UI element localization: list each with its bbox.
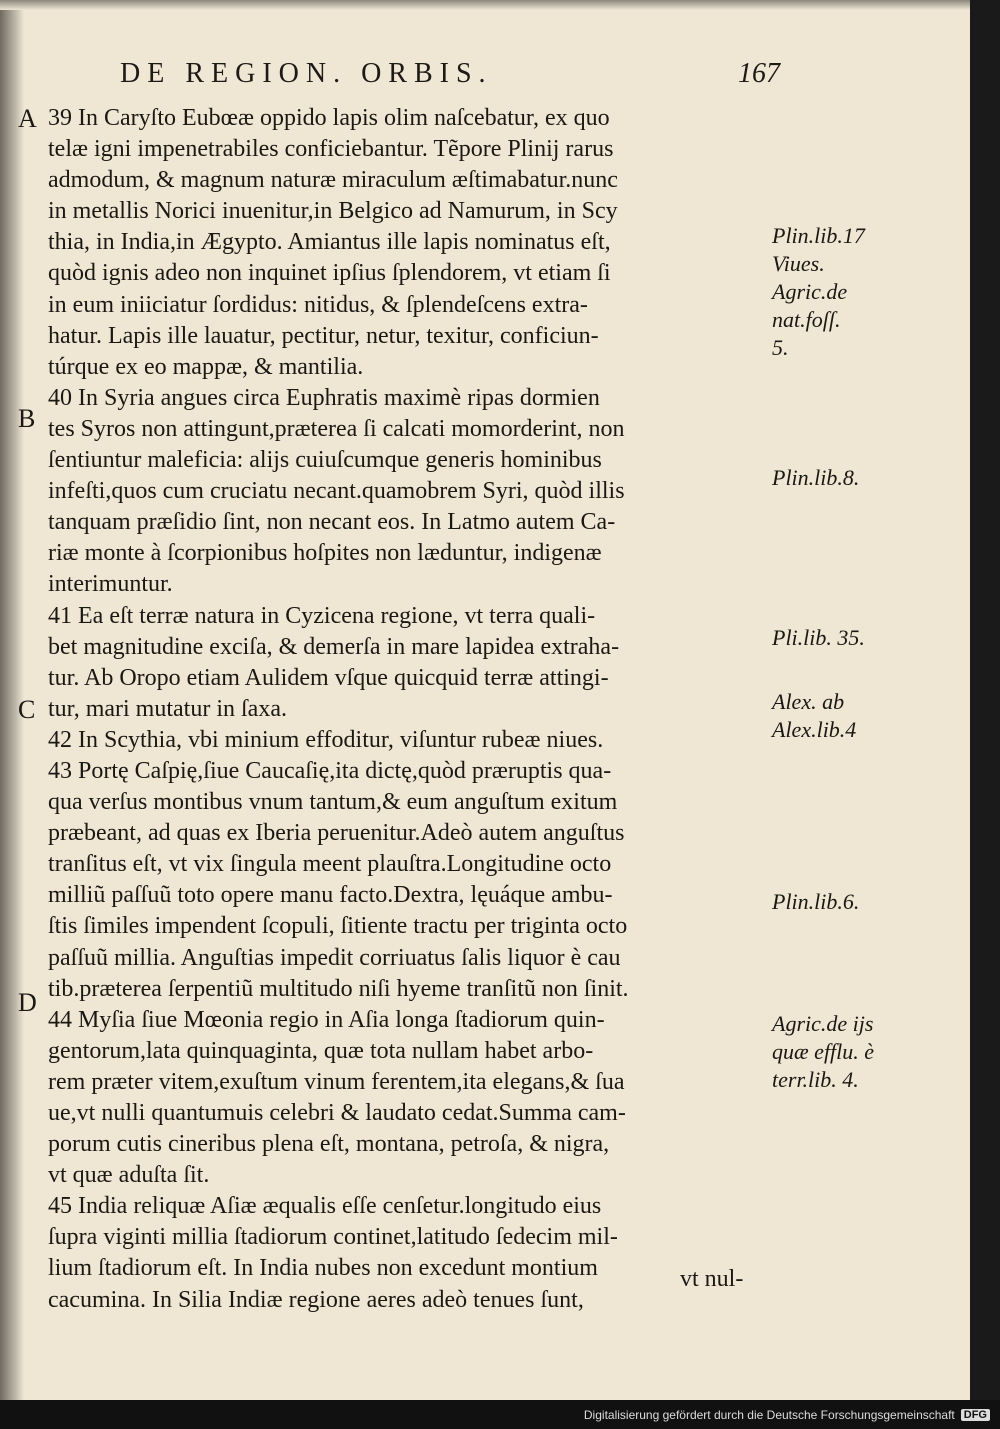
marginal-note-plin-8 <box>772 464 859 492</box>
note-line: Pli.lib. 35. <box>772 625 865 650</box>
text-line: tib.præterea ſerpentiũ multitudo niſi hyeme tranſitũ non ſinit. <box>48 975 629 1002</box>
text-line: præbeant, ad quas ex Iberia peruenitur.Adeò autem anguſtus <box>48 820 625 847</box>
note-line: Plin.lib.6. <box>772 889 860 914</box>
text-line: thia, in India,in Ægypto. Amiantus ille lapis nominatus eſt, <box>48 229 611 256</box>
text-line: paſſuũ millia. Anguſtias impedit corriuatus ſalis liquor è cau <box>48 944 621 971</box>
text-line: tes Syros non attingunt,præterea ſi calcati momorderint, non <box>48 415 625 442</box>
text-line: rem præter vitem,exuſtum vinum ferentem,ita elegans,& ſua <box>48 1068 625 1095</box>
text-line: tur. Ab Oropo etiam Aulidem vſque quicquid terræ attingi- <box>48 664 609 691</box>
text-line: admodum, & magnum naturæ miraculum æſtimabatur.nunc <box>48 167 618 194</box>
text-line: tranſitus eſt, vt vix ſingula meent plauſtra.Longitudine octo <box>48 851 612 878</box>
text-line: riæ monte à ſcorpionibus hoſpites non læduntur, indigenæ <box>48 540 602 567</box>
text-line: hatur. Lapis ille lauatur, pectitur, netur, texitur, conficiun- <box>48 322 599 349</box>
marginal-note-plin-17 <box>772 222 865 362</box>
section-letter-c: C <box>18 695 36 724</box>
text-line: in metallis Norici inuenitur,in Belgico ad Namurum, in Scy <box>48 198 618 225</box>
text-line: gentorum,lata quinquaginta, quæ tota nullam habet arbo- <box>48 1037 594 1064</box>
note-line: terr.lib. 4. <box>772 1067 859 1092</box>
text-line: ue,vt nulli quantumuis celebri & laudato cedat.Summa cam- <box>48 1100 626 1126</box>
text-line: qua verſus montibus vnum tantum,& eum anguſtum exitum <box>48 789 618 816</box>
text-line: porum cutis cineribus plena eſt, montana, petroſa, & nigra, <box>48 1131 610 1158</box>
marginal-note-agric <box>772 1010 874 1094</box>
dfg-logo: DFG <box>961 1409 990 1421</box>
text-line: telæ igni impenetrabiles conficiebantur. Tẽpore Plinij rarus <box>48 136 614 163</box>
funding-credit: Digitalisierung gefördert durch die Deutsche Forschungsgemeinschaft <box>583 1407 955 1422</box>
section-letter-d: D <box>18 988 37 1017</box>
text-line: lium ſtadiorum eſt. In India nubes non excedunt montium <box>48 1255 598 1282</box>
marginal-note-alex <box>772 688 856 744</box>
note-line: nat.foſſ. <box>772 307 841 332</box>
footer-bar <box>0 1400 1000 1429</box>
text-line: quòd ignis adeo non inquinet ipſius ſplendorem, vt etiam ſi <box>48 260 611 287</box>
running-title: DE REGION. ORBIS. <box>120 58 493 89</box>
text-line: túrque ex eo mappæ, & mantilia. <box>48 353 364 380</box>
note-line: Plin.lib.8. <box>772 465 860 490</box>
note-line: Plin.lib.17 <box>772 223 865 248</box>
note-line: 5. <box>772 335 789 360</box>
section-letter-b: B <box>18 404 36 433</box>
catchword: vt nul- <box>680 1266 744 1292</box>
text-line: 40 In Syria angues circa Euphratis maximè ripas dormien <box>48 384 600 411</box>
marginal-note-pli-35 <box>772 624 865 652</box>
text-line: tur, mari mutatur in ſaxa. <box>48 695 287 722</box>
text-line: milliũ paſſuũ toto opere manu facto.Dextra, lęuáque ambu- <box>48 882 613 909</box>
text-line: infeſti,quos cum cruciatu necant.quamobrem Syri, quòd illis <box>48 478 625 505</box>
text-line: 42 In Scythia, vbi minium effoditur, viſuntur rubeæ niues. <box>48 726 604 753</box>
note-line: Agric.de <box>772 279 848 304</box>
text-line: bet magnitudine exciſa, & demerſa in mare lapidea extraha- <box>48 633 620 660</box>
marginal-note-plin-6 <box>772 888 859 916</box>
text-line: 44 Myſia ſiue Mœonia regio in Aſia longa ſtadiorum quin- <box>48 1006 605 1033</box>
note-line: Viues. <box>772 251 825 276</box>
section-letter-a: A <box>18 104 37 133</box>
text-line: 39 In Caryſto Eubœæ oppido lapis olim naſcebatur, ex quo <box>48 105 610 131</box>
page-top-shadow <box>0 0 970 10</box>
text-line: cacumina. In Silia Indiæ regione aeres adeò tenues ſunt, <box>48 1286 584 1313</box>
note-line: quæ efflu. è <box>772 1039 875 1064</box>
text-line: tanquam præſidio ſint, non necant eos. In Latmo autem Ca- <box>48 509 616 536</box>
text-line: in eum iniiciatur ſordidus: nitidus, & ſplendeſcens extra- <box>48 291 588 318</box>
text-line: 43 Portę Caſpię,ſiue Caucaſię,ita dictę,quòd præruptis qua- <box>48 757 612 784</box>
text-line: ſtis ſimiles impendent ſcopuli, ſitiente tractu per triginta octo <box>48 913 628 940</box>
text-line: vt quæ aduſta ſit. <box>48 1162 210 1189</box>
text-line: ſentiuntur maleficia: alijs cuiuſcumque generis hominibus <box>48 447 602 474</box>
text-line: interimuntur. <box>48 571 173 598</box>
page-header <box>120 58 780 98</box>
note-line: Alex.lib.4 <box>772 717 857 742</box>
text-line: 45 India reliquæ Aſiæ æqualis eſſe cenſetur.longitudo eius <box>48 1193 602 1220</box>
main-text <box>48 103 768 1316</box>
note-line: Alex. ab <box>772 689 845 714</box>
text-line: ſupra viginti millia ſtadiorum continet,latitudo ſedecim mil- <box>48 1224 618 1251</box>
text-line: 41 Ea eſt terræ natura in Cyzicena regione, vt terra quali- <box>48 602 596 629</box>
note-line: Agric.de ijs <box>772 1011 874 1036</box>
page-number: 167 <box>738 58 780 89</box>
